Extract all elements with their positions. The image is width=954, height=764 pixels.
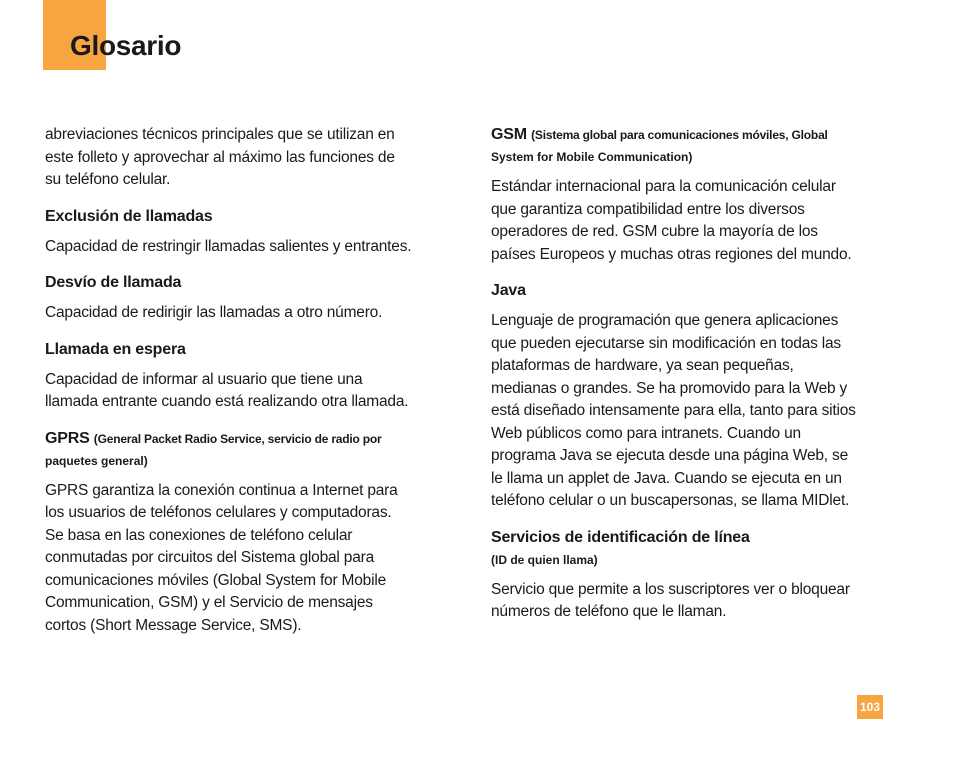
term-servicios: Servicios de identificación de línea <box>491 528 750 546</box>
definition-gsm-line: Estándar internacional para la comunicación celular <box>491 178 836 195</box>
term-gsm-expansion: (Sistema global para comunicaciones móviles, Global <box>531 128 828 142</box>
term-gsm-name: GSM <box>491 126 527 143</box>
definition-desvio: Capacidad de redirigir las llamadas a otro número. <box>45 304 383 321</box>
definition-java-line: medianas o grandes. Se ha promovido para la Web y <box>491 379 848 397</box>
definition-espera-line: llamada entrante cuando está realizando otra llamada. <box>45 393 409 410</box>
right-column <box>491 124 891 624</box>
term-gprs-name: GPRS <box>45 429 90 447</box>
definition-gsm-line: que garantiza compatibilidad entre los diversos <box>491 200 805 218</box>
text-line: abreviaciones técnicos principales que se utilizan en <box>45 126 395 143</box>
text-line: su teléfono celular. <box>45 171 171 188</box>
definition-gprs-line: cortos (Short Message Service, SMS). <box>45 616 302 634</box>
definition-java-line: programa Java se ejecuta desde una página Web, se <box>491 447 848 464</box>
definition-gprs-line: los usuarios de teléfonos celulares y computadoras. <box>45 504 392 521</box>
definition-espera-line: Capacidad de informar al usuario que tiene una <box>45 370 363 388</box>
definition-gprs-line: comunicaciones móviles (Global System for Mobile <box>45 571 387 589</box>
term-gsm <box>491 124 891 146</box>
definition-gprs-line: Se basa en las conexiones de teléfono celular <box>45 526 353 544</box>
page-number-badge: 103 <box>857 695 883 719</box>
definition-java-line: está diseñado intensamente para ella, tanto para sitios <box>491 402 856 419</box>
definition-exclusion: Capacidad de restringir llamadas salientes y entrantes. <box>45 237 412 255</box>
definition-java-line: plataformas de hardware, ya sean pequeñas, <box>491 357 794 374</box>
term-gprs-expansion-cont: paquetes general) <box>45 453 148 468</box>
text-line: este folleto y aprovechar al máximo las funciones de <box>45 148 395 166</box>
definition-gprs-line: GPRS garantiza la conexión continua a Internet para <box>45 481 398 499</box>
definition-java-line: Web públicos como para intranets. Cuando un <box>491 424 801 442</box>
definition-java-line: teléfono celular o un buscapersonas, se llama MIDlet. <box>491 492 850 509</box>
definition-java-line: Lenguaje de programación que genera aplicaciones <box>491 312 839 329</box>
term-java: Java <box>491 282 526 299</box>
term-gprs <box>45 428 445 450</box>
left-column <box>45 124 445 637</box>
term-gprs-expansion: (General Packet Radio Service, servicio de radio por <box>93 431 382 446</box>
term-gsm-expansion-cont: System for Mobile Communication) <box>491 150 693 164</box>
definition-gprs-line: Communication, GSM) y el Servicio de mensajes <box>45 594 373 611</box>
definition-gprs-line: conmutadas por circuitos del Sistema global para <box>45 549 374 566</box>
definition-servicios-line: números de teléfono que le llaman. <box>491 603 727 620</box>
definition-java-line: le llama un applet de Java. Cuando se ejecuta en un <box>491 469 842 487</box>
term-espera: Llamada en espera <box>45 340 186 358</box>
intro-paragraph <box>45 124 445 192</box>
term-exclusion: Exclusión de llamadas <box>45 207 213 225</box>
definition-gsm-line: países Europeos y muchas otras regiones del mundo. <box>491 245 852 263</box>
term-desvio: Desvío de llamada <box>45 274 182 291</box>
definition-java-line: que pueden ejecutarse sin modificación en todas las <box>491 334 841 352</box>
definition-servicios-line: Servicio que permite a los suscriptores ver o bloquear <box>491 580 850 598</box>
page-title: Glosario <box>70 30 182 61</box>
term-servicios-expansion: (ID de quien llama) <box>491 552 598 567</box>
definition-gsm-line: operadores de red. GSM cubre la mayoría de los <box>491 223 818 240</box>
